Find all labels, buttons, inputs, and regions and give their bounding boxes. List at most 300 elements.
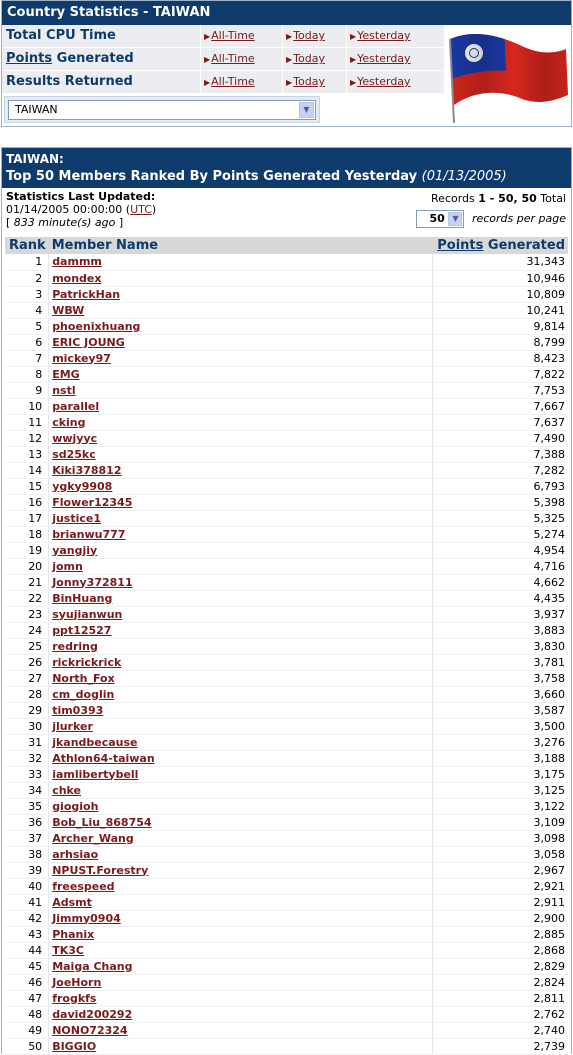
per-page-label: records per page [471, 212, 566, 225]
member-rank: 11 [5, 414, 49, 430]
arrow-right-icon: ▶ [350, 55, 357, 64]
table-row [5, 830, 568, 846]
table-row [5, 382, 568, 398]
table-row [5, 590, 568, 606]
member-name-cell [49, 750, 432, 766]
member-name-link[interactable]: Jonny372811 [52, 575, 133, 589]
member-name-cell [49, 990, 432, 1006]
member-points: 3,188 [432, 750, 568, 766]
last-updated-block: Statistics Last Updated: 01/14/2005 00:00:00 (UTC) [ 833 minute(s) ago ] [6, 190, 157, 229]
member-rank: 9 [5, 382, 49, 398]
table-row [5, 926, 568, 942]
member-points: 3,883 [432, 622, 568, 638]
member-name-link[interactable]: jkandbecause [52, 735, 138, 749]
member-rank: 40 [5, 878, 49, 894]
member-name-link[interactable]: nstl [52, 383, 76, 397]
country-select[interactable]: TAIWAN ▼ [8, 100, 316, 120]
member-name-link[interactable]: redring [52, 639, 98, 653]
member-rank: 26 [5, 654, 49, 670]
table-row [5, 270, 568, 286]
member-points: 3,109 [432, 814, 568, 830]
member-points: 7,490 [432, 430, 568, 446]
member-points: 5,274 [432, 526, 568, 542]
member-rank: 32 [5, 750, 49, 766]
member-name-link[interactable]: Adsmt [52, 895, 92, 909]
member-rank: 45 [5, 958, 49, 974]
member-points: 7,282 [432, 462, 568, 478]
table-row [5, 846, 568, 862]
table-row [5, 702, 568, 718]
member-points: 7,822 [432, 366, 568, 382]
member-points: 3,758 [432, 670, 568, 686]
member-rank: 5 [5, 318, 49, 334]
member-rank: 33 [5, 766, 49, 782]
column-header-rank: Rank [5, 237, 49, 254]
table-row [5, 366, 568, 382]
member-name-cell [49, 350, 432, 366]
member-name-link[interactable]: PatrickHan [52, 287, 121, 301]
member-name-cell [49, 1022, 432, 1038]
table-row [5, 414, 568, 430]
stat-row-results-returned [2, 71, 444, 93]
stat-row-points-generated [2, 48, 444, 70]
table-row [5, 910, 568, 926]
member-points: 3,098 [432, 830, 568, 846]
table-row [5, 1022, 568, 1038]
points-alltime-link[interactable]: ▶All-Time [204, 52, 255, 65]
table-row [5, 606, 568, 622]
member-points: 2,739 [432, 1038, 568, 1054]
member-rank: 4 [5, 302, 49, 318]
table-row [5, 798, 568, 814]
member-points: 3,058 [432, 846, 568, 862]
member-points: 31,343 [432, 254, 568, 270]
member-rank: 50 [5, 1038, 49, 1054]
member-name-link[interactable]: EMG [52, 367, 80, 381]
member-rank: 47 [5, 990, 49, 1006]
member-rank: 10 [5, 398, 49, 414]
table-row [5, 974, 568, 990]
member-name-cell [49, 366, 432, 382]
ranking-date: (01/13/2005) [421, 169, 507, 184]
member-name-cell [49, 1006, 432, 1022]
table-row [5, 894, 568, 910]
member-rank: 12 [5, 430, 49, 446]
table-row [5, 686, 568, 702]
arrow-right-icon: ▶ [350, 32, 357, 41]
table-row [5, 254, 568, 270]
member-points: 6,793 [432, 478, 568, 494]
member-rank: 49 [5, 1022, 49, 1038]
table-row [5, 718, 568, 734]
table-row [5, 862, 568, 878]
table-row [5, 622, 568, 638]
table-row [5, 558, 568, 574]
column-header-points-generated: Points Generated [432, 237, 568, 254]
member-points: 2,967 [432, 862, 568, 878]
member-points: 3,122 [432, 798, 568, 814]
arrow-right-icon: ▶ [204, 32, 211, 41]
member-name-cell [49, 398, 432, 414]
member-name-cell [49, 574, 432, 590]
member-rank: 46 [5, 974, 49, 990]
member-rank: 24 [5, 622, 49, 638]
member-name-cell [49, 670, 432, 686]
member-name-cell [49, 414, 432, 430]
member-name-link[interactable]: cm_doglin [52, 687, 115, 701]
member-points: 9,814 [432, 318, 568, 334]
table-row [5, 670, 568, 686]
chevron-down-icon[interactable]: ▼ [448, 212, 462, 226]
member-points: 5,398 [432, 494, 568, 510]
member-name-link[interactable]: wwjyyc [52, 431, 98, 445]
member-points: 3,587 [432, 702, 568, 718]
arrow-right-icon: ▶ [286, 55, 293, 64]
member-points: 7,753 [432, 382, 568, 398]
points-today-link[interactable]: ▶Today [286, 52, 325, 65]
table-row [5, 814, 568, 830]
member-name-cell [49, 702, 432, 718]
points-yesterday-link[interactable]: ▶Yesterday [350, 52, 411, 65]
table-row [5, 990, 568, 1006]
table-row [5, 638, 568, 654]
records-per-page [416, 210, 566, 228]
member-rank: 28 [5, 686, 49, 702]
table-row [5, 334, 568, 350]
table-row [5, 1006, 568, 1022]
member-name-link[interactable]: cking [52, 415, 86, 429]
member-name-link[interactable]: brianwu777 [52, 527, 126, 541]
member-points: 3,937 [432, 606, 568, 622]
member-name-cell [49, 446, 432, 462]
taiwan-flag-icon [444, 25, 571, 126]
member-points: 4,954 [432, 542, 568, 558]
member-name-link[interactable]: TK3C [52, 943, 84, 957]
member-name-link[interactable]: dammm [52, 255, 102, 269]
records-count: Records 1 - 50, 50 Total [431, 192, 566, 205]
member-rank: 27 [5, 670, 49, 686]
member-name-cell [49, 686, 432, 702]
member-points: 3,175 [432, 766, 568, 782]
member-name-cell [49, 654, 432, 670]
member-points: 7,388 [432, 446, 568, 462]
table-row [5, 1038, 568, 1054]
member-name-cell [49, 878, 432, 894]
member-rank: 20 [5, 558, 49, 574]
table-row [5, 734, 568, 750]
member-name-cell [49, 558, 432, 574]
member-rank: 39 [5, 862, 49, 878]
member-name-link[interactable]: tim0393 [52, 703, 104, 717]
member-points: 7,637 [432, 414, 568, 430]
table-row [5, 494, 568, 510]
ranking-country: TAIWAN: [6, 152, 64, 166]
member-name-cell [49, 958, 432, 974]
member-name-cell [49, 942, 432, 958]
member-name-cell [49, 862, 432, 878]
arrow-right-icon: ▶ [350, 78, 357, 87]
member-name-cell [49, 798, 432, 814]
member-rank: 2 [5, 270, 49, 286]
country-statistics-title: Country Statistics - TAIWAN [2, 1, 571, 25]
member-name-cell [49, 382, 432, 398]
member-name-cell [49, 830, 432, 846]
member-name-link[interactable]: frogkfs [52, 991, 97, 1005]
member-points: 2,740 [432, 1022, 568, 1038]
cpu-time-today-link[interactable]: ▶Today [286, 29, 325, 42]
member-rank: 31 [5, 734, 49, 750]
member-name-cell [49, 926, 432, 942]
member-rank: 14 [5, 462, 49, 478]
member-rank: 34 [5, 782, 49, 798]
member-name-link[interactable]: freespeed [52, 879, 115, 893]
member-name-link[interactable]: mondex [52, 271, 102, 285]
results-today-link[interactable]: ▶Today [286, 75, 325, 88]
member-rank: 36 [5, 814, 49, 830]
member-points: 3,660 [432, 686, 568, 702]
member-points: 2,900 [432, 910, 568, 926]
member-points: 10,809 [432, 286, 568, 302]
country-statistics-panel [1, 0, 572, 127]
member-name-link[interactable]: Phanix [52, 927, 95, 941]
member-points: 7,667 [432, 398, 568, 414]
last-updated-time: 01/14/2005 00:00:00 [6, 203, 123, 216]
member-rank: 19 [5, 542, 49, 558]
member-ranking-table [5, 237, 568, 1055]
per-page-select[interactable]: 50 ▼ [416, 210, 464, 228]
member-name-link[interactable]: phoenixhuang [52, 319, 141, 333]
member-name-link[interactable]: jlurker [52, 719, 93, 733]
ranking-header [2, 148, 571, 188]
member-name-link[interactable]: syujianwun [52, 607, 123, 621]
utc-link[interactable]: UTC [130, 203, 152, 216]
member-name-link[interactable]: justice1 [52, 511, 101, 525]
table-row [5, 462, 568, 478]
table-row [5, 302, 568, 318]
stat-label-points-generated: Points Generated [6, 51, 134, 66]
member-name-cell [49, 302, 432, 318]
table-row [5, 446, 568, 462]
results-alltime-link[interactable]: ▶All-Time [204, 75, 255, 88]
table-row [5, 574, 568, 590]
stat-label-cpu-time: Total CPU Time [6, 28, 116, 43]
table-row [5, 878, 568, 894]
table-row [5, 542, 568, 558]
member-points: 4,662 [432, 574, 568, 590]
member-rank: 35 [5, 798, 49, 814]
member-name-link[interactable]: JoeHorn [52, 975, 102, 989]
flag-cell [444, 25, 571, 126]
member-points: 4,435 [432, 590, 568, 606]
member-name-cell [49, 542, 432, 558]
ranking-panel [1, 147, 572, 1054]
member-rank: 41 [5, 894, 49, 910]
column-header-member-name: Member Name [49, 237, 432, 254]
member-name-cell [49, 494, 432, 510]
table-row [5, 782, 568, 798]
member-name-cell [49, 974, 432, 990]
arrow-right-icon: ▶ [204, 78, 211, 87]
member-name-link[interactable]: rickrickrick [52, 655, 122, 669]
member-rank: 18 [5, 526, 49, 542]
member-rank: 22 [5, 590, 49, 606]
member-name-link[interactable]: NONO72324 [52, 1023, 128, 1037]
table-row [5, 478, 568, 494]
member-name-link[interactable]: WBW [52, 303, 85, 317]
arrow-right-icon: ▶ [204, 55, 211, 64]
table-row [5, 958, 568, 974]
member-rank: 16 [5, 494, 49, 510]
member-rank: 23 [5, 606, 49, 622]
table-row [5, 750, 568, 766]
member-rank: 8 [5, 366, 49, 382]
table-row [5, 398, 568, 414]
member-name-link[interactable]: Maiga Chang [52, 959, 133, 973]
member-name-cell [49, 910, 432, 926]
member-name-link[interactable]: chke [52, 783, 82, 797]
member-points: 2,911 [432, 894, 568, 910]
member-name-link[interactable]: Flower12345 [52, 495, 133, 509]
member-name-link[interactable]: BinHuang [52, 591, 113, 605]
arrow-right-icon: ▶ [286, 32, 293, 41]
member-name-cell [49, 814, 432, 830]
member-name-cell [49, 270, 432, 286]
member-name-link[interactable]: Archer_Wang [52, 831, 134, 845]
member-points: 3,781 [432, 654, 568, 670]
member-name-link[interactable]: Kiki378812 [52, 463, 122, 477]
member-name-link[interactable]: mickey97 [52, 351, 111, 365]
points-label-link[interactable]: Points [6, 51, 53, 66]
member-name-link[interactable]: North_Fox [52, 671, 115, 685]
member-name-cell [49, 846, 432, 862]
member-rank: 37 [5, 830, 49, 846]
member-name-link[interactable]: ppt12527 [52, 623, 112, 637]
member-rank: 44 [5, 942, 49, 958]
member-name-link[interactable]: Athlon64-taiwan [52, 751, 155, 765]
member-name-cell [49, 510, 432, 526]
member-rank: 29 [5, 702, 49, 718]
table-row [5, 654, 568, 670]
member-rank: 42 [5, 910, 49, 926]
stat-label-results-returned: Results Returned [6, 74, 133, 89]
member-name-cell [49, 622, 432, 638]
member-points: 2,824 [432, 974, 568, 990]
member-rank: 25 [5, 638, 49, 654]
last-updated-label: Statistics Last Updated: [6, 190, 156, 203]
member-name-link[interactable]: sd25kc [52, 447, 96, 461]
member-name-cell [49, 766, 432, 782]
stat-row-cpu-time [2, 25, 444, 47]
member-points: 4,716 [432, 558, 568, 574]
member-rank: 15 [5, 478, 49, 494]
member-name-cell [49, 638, 432, 654]
member-rank: 1 [5, 254, 49, 270]
member-name-link[interactable]: Bob_Liu_868754 [52, 815, 152, 829]
member-points: 2,921 [432, 878, 568, 894]
member-rank: 13 [5, 446, 49, 462]
member-rank: 3 [5, 286, 49, 302]
member-name-link[interactable]: ygky9908 [52, 479, 113, 493]
cpu-time-alltime-link[interactable]: ▶All-Time [204, 29, 255, 42]
results-yesterday-link[interactable]: ▶Yesterday [350, 75, 411, 88]
member-name-cell [49, 590, 432, 606]
member-points: 3,500 [432, 718, 568, 734]
chevron-down-icon[interactable]: ▼ [299, 102, 314, 118]
table-row [5, 766, 568, 782]
member-rank: 6 [5, 334, 49, 350]
table-row [5, 942, 568, 958]
member-name-link[interactable]: ERIC JOUNG [52, 335, 125, 349]
member-name-cell [49, 430, 432, 446]
member-name-link[interactable]: giogioh [52, 799, 99, 813]
member-name-link[interactable]: BIGGIO [52, 1039, 97, 1053]
member-rank: 48 [5, 1006, 49, 1022]
member-points: 2,762 [432, 1006, 568, 1022]
member-name-link[interactable]: NPUST.Forestry [52, 863, 149, 877]
member-name-cell [49, 318, 432, 334]
member-name-cell [49, 334, 432, 350]
table-header-row [5, 237, 568, 254]
member-name-link[interactable]: parallel [52, 399, 100, 413]
member-name-cell [49, 734, 432, 750]
table-row [5, 430, 568, 446]
table-row [5, 526, 568, 542]
cpu-time-yesterday-link[interactable]: ▶Yesterday [350, 29, 411, 42]
arrow-right-icon: ▶ [286, 78, 293, 87]
member-points: 8,799 [432, 334, 568, 350]
member-name-link[interactable]: arhsiao [52, 847, 99, 861]
member-name-link[interactable]: Jimmy0904 [52, 911, 121, 925]
member-points: 3,830 [432, 638, 568, 654]
member-name-cell [49, 286, 432, 302]
member-points: 8,423 [432, 350, 568, 366]
member-points: 10,241 [432, 302, 568, 318]
member-name-cell [49, 894, 432, 910]
member-points: 3,276 [432, 734, 568, 750]
member-name-link[interactable]: iamlibertybell [52, 767, 139, 781]
member-name-cell [49, 718, 432, 734]
minutes-ago: 833 minute(s) ago [13, 216, 116, 229]
member-rank: 17 [5, 510, 49, 526]
member-name-cell [49, 526, 432, 542]
points-sort-link[interactable]: Points [437, 238, 484, 253]
member-name-cell [49, 782, 432, 798]
member-rank: 38 [5, 846, 49, 862]
member-points: 10,946 [432, 270, 568, 286]
table-row [5, 510, 568, 526]
member-name-link[interactable]: jomn [52, 559, 83, 573]
member-rank: 30 [5, 718, 49, 734]
ranking-title: Top 50 Members Ranked By Points Generated Yesterday (01/13/2005) [6, 169, 507, 184]
member-points: 3,125 [432, 782, 568, 798]
member-name-cell [49, 478, 432, 494]
member-points: 5,325 [432, 510, 568, 526]
table-row [5, 350, 568, 366]
member-name-link[interactable]: david200292 [52, 1007, 133, 1021]
member-points: 2,885 [432, 926, 568, 942]
member-name-cell [49, 462, 432, 478]
member-points: 2,868 [432, 942, 568, 958]
table-row [5, 318, 568, 334]
member-points: 2,811 [432, 990, 568, 1006]
member-points: 2,829 [432, 958, 568, 974]
member-rank: 43 [5, 926, 49, 942]
member-rank: 21 [5, 574, 49, 590]
member-name-link[interactable]: yangjiy [52, 543, 98, 557]
member-rank: 7 [5, 350, 49, 366]
member-name-cell [49, 254, 432, 270]
member-name-cell [49, 606, 432, 622]
